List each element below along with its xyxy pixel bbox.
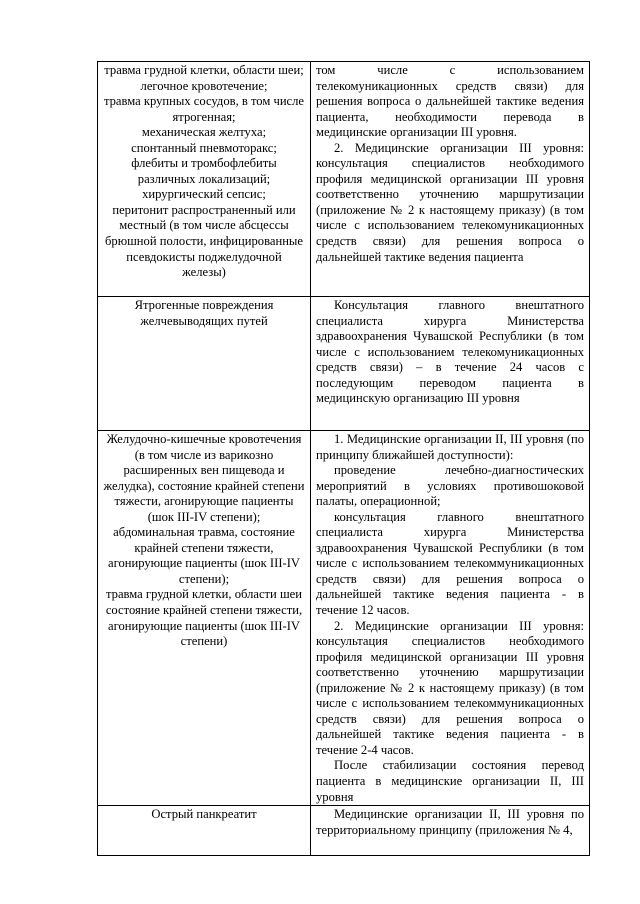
routing-table <box>97 61 590 856</box>
action-cell <box>311 431 590 806</box>
table-row <box>98 806 590 856</box>
action-cell <box>311 62 590 297</box>
condition-cell <box>98 62 311 297</box>
condition-line: перитонит распространенный или местный (в том числе абсцессы брюшной полости, инфицированные псевдокисты поджелудочной железы) <box>105 202 303 280</box>
condition-line: травма крупных сосудов, в том числе ятрогенная; <box>103 94 305 124</box>
condition-line: Желудочно-кишечные кровотечения (в том числе из варикозно расширенных вен пищевода и желудка), состояние крайней степени тяжести, агонирующие пациенты (шок III-IV степени); <box>103 432 305 524</box>
action-paragraph: 1. Медицинские организации II, III уровня (по принципу ближайшей доступности): <box>316 432 584 462</box>
condition-cell <box>98 297 311 431</box>
table-row <box>98 297 590 431</box>
action-paragraph: 2. Медицинские организации III уровня: консультация специалистов необходимого профиля медицинской организации III уровня соответственно уточнению маршрутизации (приложение № 2 к настоящему приказу) (в том числе с использованием телекоммуникационных средств связи) для решения вопроса о дальнейшей тактике ведения пациента - в течение 2-4 часов. <box>316 618 584 757</box>
condition-line: абдоминальная травма, состояние крайней степени тяжести, агонирующие пациенты (шок III-IV степени); <box>108 525 300 586</box>
condition-line: спонтанный пневмоторакс; <box>131 140 277 155</box>
condition-line: легочное кровотечение; <box>140 78 268 93</box>
table-row <box>98 62 590 297</box>
action-paragraph: том числе с использованием телекомуникационных средств связи) для решения вопроса о дальнейшей тактике ведения пациента, необходимости перевода в медицинские организации III уровня. <box>316 63 584 140</box>
action-paragraph: проведение лечебно-диагностических мероприятий в условиях противошоковой палаты, операционной; <box>316 463 584 509</box>
condition-line: травма грудной клетки, области шеи состояние крайней степени тяжести, агонирующие пациенты (шок III-IV степени) <box>105 587 303 649</box>
action-paragraph: консультация главного внештатного специалиста хирурга Министерства здравоохранения Чувашской Республики (в том числе с использованием телекоммуникационных средств связи) для решения вопроса о дальнейшей тактике ведения пациента - в течение 12 часов. <box>316 509 584 618</box>
condition-cell <box>98 431 311 806</box>
condition-line: хирургический сепсис; <box>142 187 266 202</box>
condition-line: Острый панкреатит <box>151 807 257 822</box>
condition-line: механическая желтуха; <box>141 125 267 140</box>
action-paragraph: 2. Медицинские организации III уровня: консультация специалистов необходимого профиля медицинской организации III уровня соответственно уточнению маршрутизации (приложение № 2 к настоящему приказу) (в том числе с использованием телекомуникационных средств связи) для решения вопроса о дальнейшей тактике ведения пациента <box>316 140 584 264</box>
action-paragraph: Консультация главного внештатного специалиста хирурга Министерства здравоохранения Чувашской Республики (в том числе с использованием телекомуникационных средств связи) – в течение 24 часов с последующим переводом пациента в медицинскую организацию III уровня <box>316 298 584 406</box>
action-paragraph: После стабилизации состояния перевод пациента в медицинские организации II, III уровня <box>316 758 584 804</box>
action-paragraph: Медицинские организации II, III уровня по территориальному принципу (приложения № 4, <box>316 807 584 837</box>
condition-line: Ятрогенные повреждения желчевыводящих путей <box>134 298 274 328</box>
table-row <box>98 431 590 806</box>
action-cell <box>311 806 590 856</box>
condition-line: травма грудной клетки, области шеи; <box>104 63 304 77</box>
condition-line: флебиты и тромбофлебиты различных локализаций; <box>131 156 277 186</box>
condition-cell <box>98 806 311 856</box>
action-cell <box>311 297 590 431</box>
